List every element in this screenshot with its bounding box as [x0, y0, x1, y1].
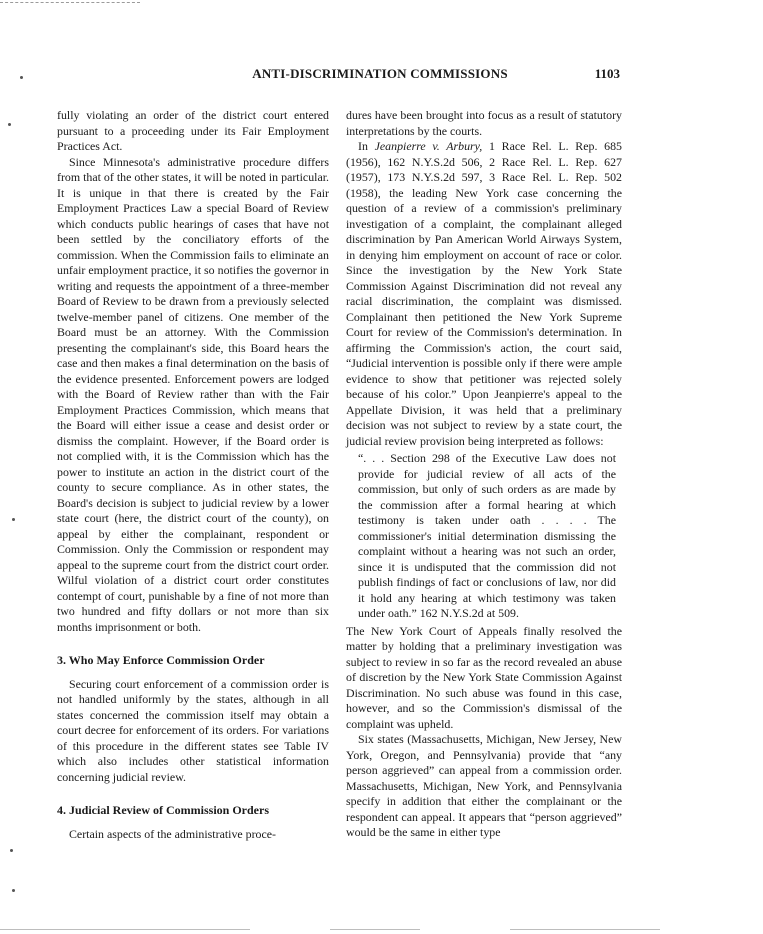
paragraph-text: 1 Race Rel. L. Rep. 685 (1956), 162 N.Y.S.2d 506, 2 Race Rel. L. Rep. 627 (1957), 173 N.Y.S.2d 597, 3 Race Rel. L. Rep. 502 (1958), the leading New York case concerning the question of a review of a commission's preliminary investigation of a complaint, the complainant alleged discrimination by Pan American World Airways System, in denying him employment on account of race or color. Since the investigation by the New York State Commission Against Discrimination did not reveal any racial discrimination, the complaint was dismissed. Complainant then petitioned the New York Supreme Court for review of the Commission's determination. In affirming the Commission's action, the court said, “Judicial intervention is possible only if there were ample evidence to show that petitioner was rejected solely because of his color.” Upon Jeanpierre's appeal to the Appellate Division, it was held that a preliminary decision was not subject to review by a state court, the judicial review provision being interpreted as follows: [346, 139, 622, 448]
paragraph: The New York Court of Appeals finally resolved the matter by holding that a preliminary investigation was subject to review in so far as the record revealed an abuse of discretion by the New York State Commission Against Discrimination. No such abuse was found in this case, however, and so the Commission's dismissal of the complaint was upheld. [346, 623, 622, 731]
running-header: ANTI-DISCRIMINATION COMMISSIONS [252, 66, 508, 81]
top-dashed-rule [0, 2, 140, 3]
left-column [57, 108, 329, 842]
right-column [346, 108, 622, 841]
section-heading: 4. Judicial Review of Commission Orders [57, 803, 269, 817]
paragraph: dures have been brought into focus as a result of statutory interpretations by the courts. [346, 108, 622, 138]
paragraph: Certain aspects of the administrative proce- [69, 826, 277, 841]
bottom-rule [0, 929, 250, 930]
margin-speck [12, 518, 15, 521]
margin-speck [12, 889, 15, 892]
bottom-rule [330, 929, 420, 930]
paragraph: Securing court enforcement of a commission order is not handled uniformly by the states, although in all states concerned the commission itself may obtain a court decree for enforcement of its orders. For variations of this procedure in the different states see Table IV which also includes other statistical information concerning judicial review. [57, 676, 329, 784]
bottom-rule [510, 929, 660, 930]
block-quote: “. . . Section 298 of the Executive Law does not provide for judicial review of all acts of the commission, but only of such orders as are made by the commission after a formal hearing at which testimony is taken under oath . . . . The commissioner's initial determination dismissing the complaint without a hearing was not such an order, since it is undisputed that the commission did not publish findings of fact or conclusions of law, nor did it hold any hearing at which testimony was taken under oath.” 162 N.Y.S.2d at 509. [358, 451, 616, 620]
paragraph: Since Minnesota's administrative procedure differs from that of the other states, it will be noted in particular. It is unique in that there is created by the Fair Employment Practices Law a special Board of Review which conducts public hearings of cases that have not been settled by the conciliatory efforts of the commission. When the Commission fails to eliminate an unfair employment practice, it so notifies the governor in writing and requests the appointment of a three-member Board of Review to be drawn from a previously selected twelve-member panel of citizens. One member of the Board must be an attorney. With the Commission presenting the complainant's side, this Board hears the case and then makes a final determination on the basis of the evidence presented. Enforcement powers are lodged with the Board of Review rather than with the Fair Employment Practices Commission, which means that the Board will either issue a cease and desist order or dismiss the complaint. However, if the Board order is not complied with, it is the Commission which has the power to institute an action in the district court of the county to secure compliance. As in other states, the Board's decision is subject to judicial review by a lower state court (here, the district court of the county), on appeal by either the complainant, respondent or Commission. Only the Commission or respondent may appeal to the supreme court from the district court order. Wilful violation of a district court order constitutes contempt of court, punishable by a fine of not more than two hundred and fifty dollars or not more than six months imprisonment or both. [57, 154, 329, 634]
margin-speck [8, 123, 11, 126]
case-name: Jeanpierre v. Arbury, [374, 139, 483, 153]
margin-speck [20, 76, 23, 79]
paragraph [346, 139, 622, 449]
section-heading: 3. Who May Enforce Commission Order [57, 653, 265, 667]
margin-speck [10, 849, 13, 852]
paragraph-lead: In [358, 139, 375, 153]
paragraph: Six states (Massachusetts, Michigan, New Jersey, New York, Oregon, and Pennsylvania) provide that “any person aggrieved” can appeal from a commission order. Massachusetts, Michigan, New York, and Pennsylvania specify in addition that either the complainant or the respondent can appeal. It appears that “person aggrieved” would be the same in either type [346, 732, 622, 839]
paragraph: fully violating an order of the district court entered pursuant to a proceeding under its Fair Employment Practices Act. [57, 108, 329, 153]
page-number: 1103 [594, 66, 620, 81]
